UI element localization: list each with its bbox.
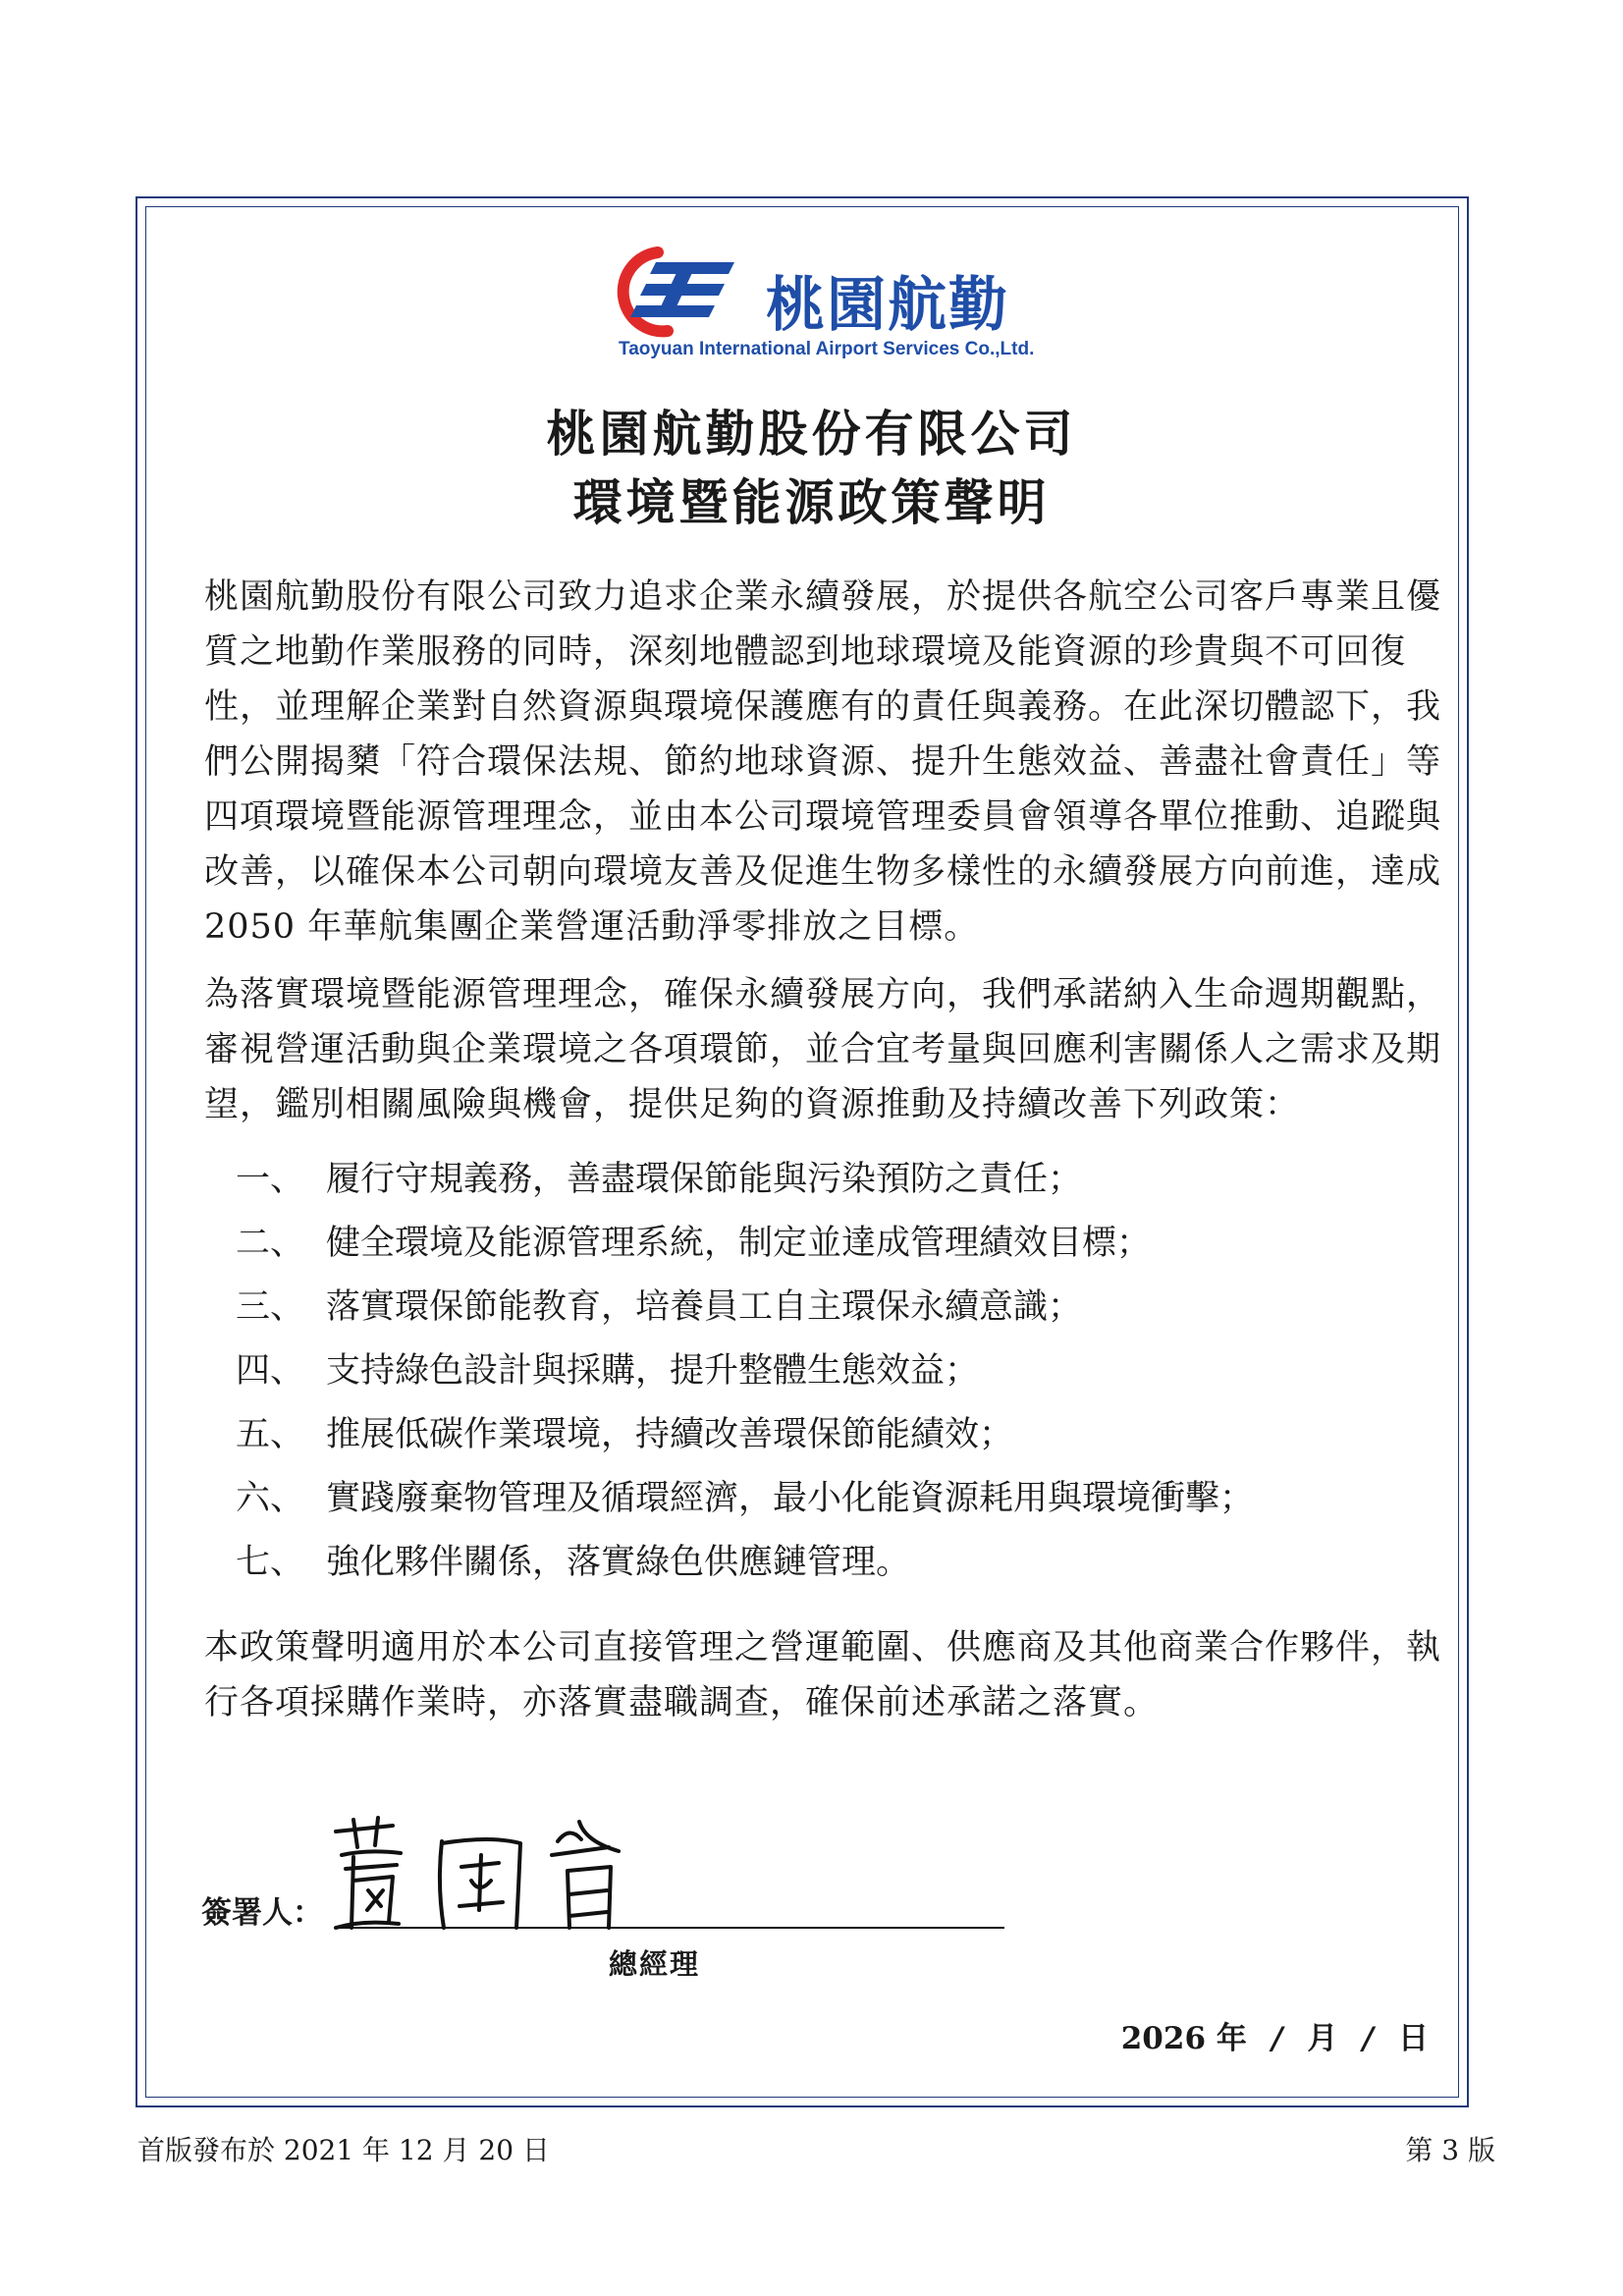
policy-item-3 bbox=[236, 1286, 1082, 1328]
date-slash-2: / bbox=[1362, 2021, 1374, 2056]
paragraph-commitment: 為落實環境暨能源管理理念，確保永續發展方向，我們承諾納入生命週期觀點，審視營運活動與企業環境之各項環節，並合宜考量與回應利害關係人之需求及期望，鑑別相關風險與機會，提供足夠的資源推動及持續改善下列政策： bbox=[204, 975, 1442, 1124]
first-issue-date: 首版發布於 2021 年 12 月 20 日 bbox=[137, 2134, 550, 2166]
policy-number: 二、 bbox=[236, 1224, 305, 1263]
signature-label: 簽署人： bbox=[201, 1895, 323, 1931]
policy-number: 一、 bbox=[236, 1160, 305, 1199]
version-label: 第 3 版 bbox=[1405, 2134, 1495, 2166]
policy-number: 七、 bbox=[236, 1543, 305, 1582]
company-logo bbox=[609, 241, 1041, 368]
policy-text: 健全環境及能源管理系統，制定並達成管理績效目標； bbox=[326, 1224, 1152, 1263]
policy-item-1 bbox=[236, 1159, 1082, 1200]
policy-text: 強化夥伴關係，落實綠色供應鏈管理。 bbox=[326, 1543, 911, 1582]
policy-number: 三、 bbox=[236, 1287, 305, 1327]
policy-item-6 bbox=[236, 1478, 1254, 1519]
date-year-unit: 年 bbox=[1216, 2021, 1247, 2056]
policy-text: 推展低碳作業環境，持續改善環保節能績效； bbox=[326, 1415, 1014, 1454]
document-title-company: 桃園航勤股份有限公司 bbox=[546, 406, 1077, 463]
date-month-unit: 月 bbox=[1307, 2021, 1338, 2056]
date-day-unit: 日 bbox=[1398, 2021, 1429, 2056]
paragraph-intro: 桃園航勤股份有限公司致力追求企業永續發展，於提供各航空公司客戶專業且優質之地勤作業服務的同時，深刻地體認到地球環境及能資源的珍貴與不可回復性，並理解企業對自然資源與環境保護應有的責任與義務。在此深切體認下，我們公開揭櫫「符合環保法規、節約地球資源、提升生態效益、善盡社會責任」等四項環境暨能源管理理念，並由本公司環境管理委員會領導各單位推動、追蹤與改善，以確保本公司朝向環境友善及促進生物多樣性的永續發展方向前進，達成 2050 年華航集團企業營運活動淨零排放之目標。 bbox=[204, 577, 1442, 947]
policy-item-5 bbox=[236, 1414, 1013, 1455]
date-slash-1: / bbox=[1271, 2021, 1283, 2056]
date-year: 2026 bbox=[1120, 2021, 1207, 2056]
policy-text: 支持綠色設計與採購，提升整體生態效益； bbox=[326, 1351, 980, 1391]
policy-number: 五、 bbox=[236, 1415, 305, 1454]
logo-name-en: Taoyuan International Airport Services Co.,Ltd. bbox=[619, 339, 1035, 359]
policy-text: 實踐廢棄物管理及循環經濟，最小化能資源耗用與環境衝擊； bbox=[326, 1479, 1255, 1518]
handwritten-signature bbox=[324, 1812, 658, 1940]
signer-title: 總經理 bbox=[609, 1947, 701, 1981]
paragraph-scope: 本政策聲明適用於本公司直接管理之營運範圍、供應商及其他商業合作夥伴，執行各項採購作業時，亦落實盡職調查，確保前述承諾之落實。 bbox=[204, 1628, 1442, 1722]
policy-number: 四、 bbox=[236, 1351, 305, 1391]
document-title-policy: 環境暨能源政策聲明 bbox=[572, 474, 1051, 531]
logo-name-zh: 桃園航勤 bbox=[766, 271, 1009, 340]
policy-number: 六、 bbox=[236, 1479, 305, 1518]
policy-item-2 bbox=[236, 1223, 1151, 1264]
policy-text: 履行守規義務，善盡環保節能與污染預防之責任； bbox=[326, 1160, 1083, 1199]
signature-line bbox=[334, 1927, 1004, 1929]
policy-item-4 bbox=[236, 1350, 979, 1392]
policy-item-7 bbox=[236, 1542, 910, 1583]
signing-date bbox=[1121, 2013, 1429, 2057]
policy-text: 落實環保節能教育，培養員工自主環保永續意識； bbox=[326, 1287, 1083, 1327]
logo-mark-icon bbox=[609, 241, 766, 339]
